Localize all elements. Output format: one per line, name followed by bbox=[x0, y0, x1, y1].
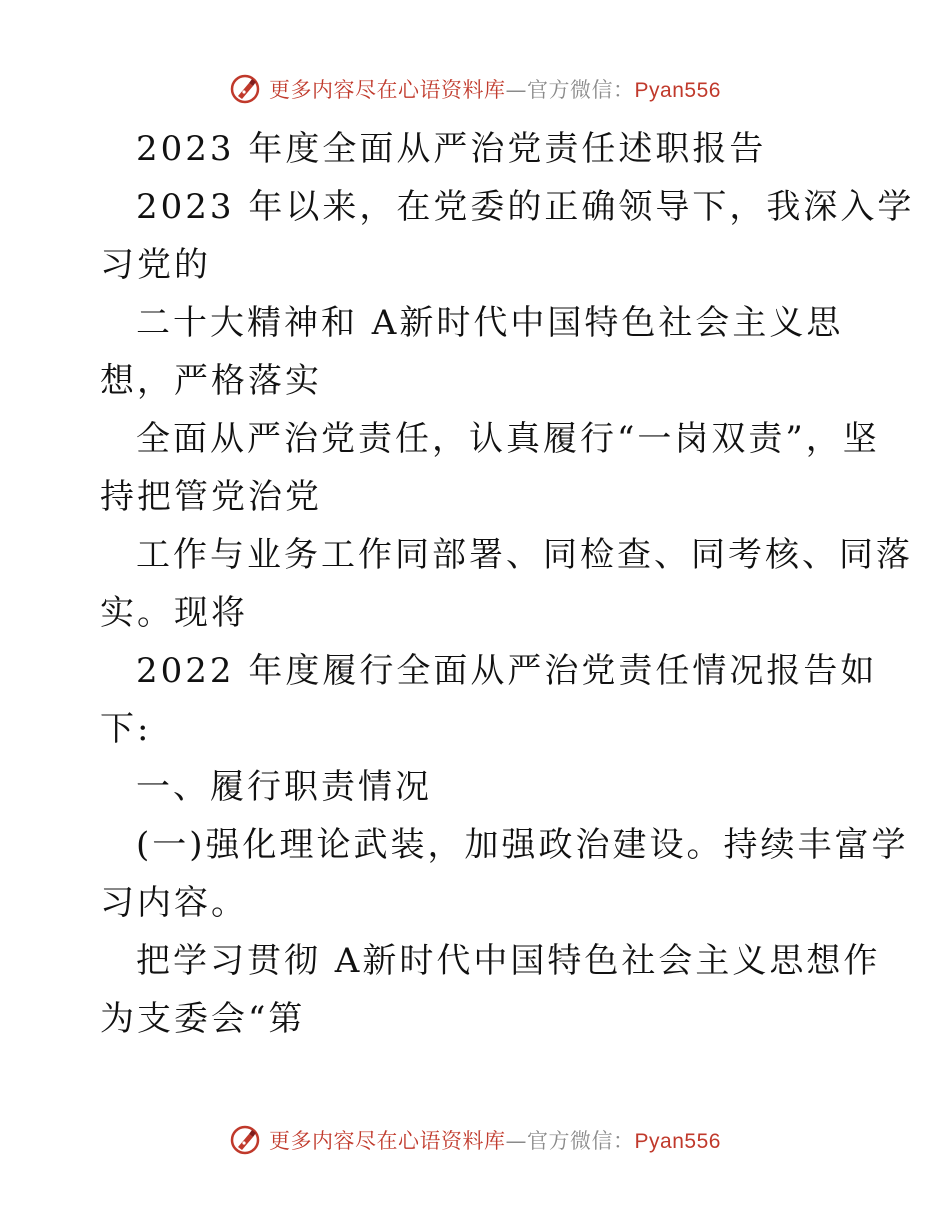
document-title: 2023 年度全面从严治党责任述职报告 bbox=[136, 129, 767, 169]
banner-suffix: 官方微信： bbox=[527, 1129, 635, 1153]
banner-dash: — bbox=[505, 78, 528, 102]
paragraph-line: 习党的 bbox=[100, 245, 211, 285]
header-banner bbox=[0, 69, 950, 109]
pen-nib-logo-icon bbox=[229, 73, 261, 105]
paragraph-line: 工作与业务工作同部署、同检查、同考核、同落 bbox=[136, 535, 913, 575]
banner-main-text: 更多内容尽在心语资料库 bbox=[269, 78, 506, 102]
paragraph-line: 习内容。 bbox=[100, 883, 248, 923]
banner-main-text: 更多内容尽在心语资料库 bbox=[269, 1129, 506, 1153]
pen-nib-logo-icon bbox=[229, 1124, 261, 1156]
banner-text bbox=[269, 74, 721, 104]
paragraph-line: 2023 年以来，在党委的正确领导下，我深入学 bbox=[136, 187, 915, 227]
paragraph-line: 实。现将 bbox=[100, 593, 248, 633]
paragraph-line: 持把管党治党 bbox=[100, 477, 322, 517]
paragraph-line: 二十大精神和 A新时代中国特色社会主义思 bbox=[136, 303, 844, 343]
document-body bbox=[100, 120, 915, 1048]
banner-text bbox=[269, 1125, 721, 1155]
banner-handle: Pyan556 bbox=[634, 1130, 721, 1153]
banner-dash: — bbox=[505, 1129, 528, 1153]
paragraph-line: 为支委会“第 bbox=[100, 999, 306, 1039]
paragraph-line: 2022 年度履行全面从严治党责任情况报告如 bbox=[136, 651, 878, 691]
banner-suffix: 官方微信： bbox=[527, 78, 635, 102]
banner-handle: Pyan556 bbox=[634, 79, 721, 102]
paragraph-line: 下: bbox=[100, 709, 152, 749]
footer-banner bbox=[0, 1120, 950, 1160]
paragraph-line: 把学习贯彻 A新时代中国特色社会主义思想作 bbox=[136, 941, 881, 981]
section-heading: 一、履行职责情况 bbox=[136, 767, 432, 807]
subsection-heading: (一)强化理论武装，加强政治建设。持续丰富学 bbox=[136, 825, 909, 865]
paragraph-line: 全面从严治党责任，认真履行“一岗双责”，坚 bbox=[136, 419, 880, 459]
paragraph-line: 想，严格落实 bbox=[100, 361, 322, 401]
